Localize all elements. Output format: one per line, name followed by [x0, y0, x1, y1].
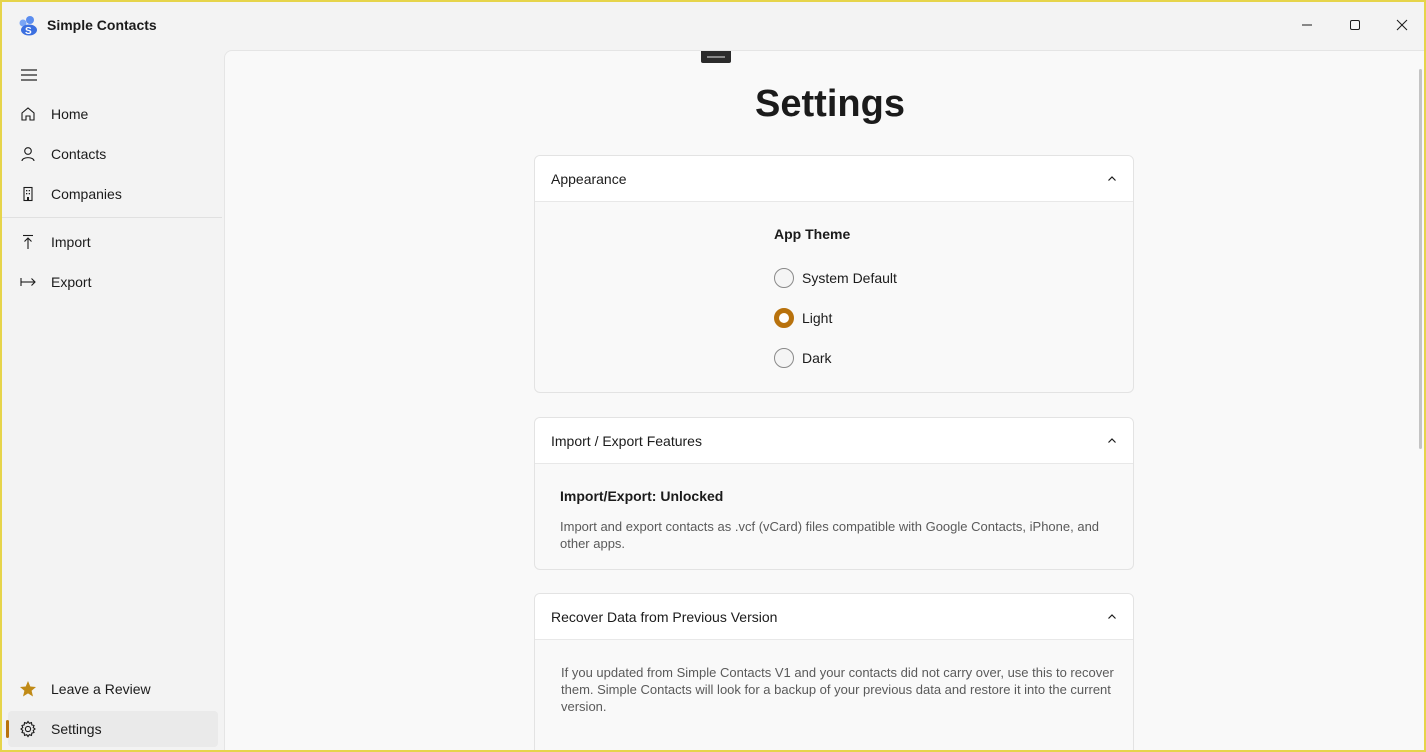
- import-export-header-label: Import / Export Features: [551, 432, 702, 449]
- menu-toggle-button[interactable]: [16, 62, 42, 88]
- star-icon: [16, 677, 40, 701]
- import-icon: [16, 230, 40, 254]
- chevron-up-icon: [1105, 434, 1119, 448]
- sidebar-item-label: Companies: [51, 186, 122, 202]
- theme-radio-light[interactable]: [774, 308, 832, 328]
- sidebar-item-companies[interactable]: [8, 176, 218, 212]
- recover-data-header-label: Recover Data from Previous Version: [551, 608, 778, 625]
- person-icon: [16, 142, 40, 166]
- radio-circle[interactable]: [774, 348, 794, 368]
- theme-radio-dark[interactable]: [774, 348, 832, 368]
- main-content: [224, 50, 1424, 752]
- sidebar-item-label: Export: [51, 274, 92, 290]
- radio-label: Dark: [802, 350, 832, 366]
- sidebar-divider: [2, 217, 222, 218]
- sidebar-item-label: Leave a Review: [51, 681, 151, 697]
- radio-circle[interactable]: [774, 308, 794, 328]
- home-icon: [16, 102, 40, 126]
- sidebar-item-label: Settings: [51, 721, 102, 737]
- close-button[interactable]: [1379, 2, 1425, 48]
- svg-text:S: S: [25, 26, 32, 36]
- import-export-header[interactable]: [535, 418, 1133, 464]
- app-logo-icon: [17, 14, 39, 36]
- sidebar-item-home[interactable]: [8, 96, 218, 132]
- sidebar-item-label: Import: [51, 234, 91, 250]
- maximize-button[interactable]: [1332, 2, 1378, 48]
- sidebar-item-label: Home: [51, 106, 89, 122]
- radio-circle[interactable]: [774, 268, 794, 288]
- sidebar-item-contacts[interactable]: [8, 136, 218, 172]
- radio-label: Light: [802, 310, 833, 326]
- maximize-icon: [1349, 19, 1361, 31]
- minimize-button[interactable]: [1284, 2, 1330, 48]
- drag-handle[interactable]: [701, 51, 731, 63]
- chevron-up-icon: [1105, 172, 1119, 186]
- title-bar[interactable]: [2, 2, 1424, 48]
- appearance-header[interactable]: [535, 156, 1133, 202]
- building-icon: [16, 182, 40, 206]
- page-title: Settings: [755, 83, 905, 125]
- recover-data-card: [534, 593, 1134, 752]
- export-icon: [16, 270, 40, 294]
- vertical-scrollbar[interactable]: [1419, 69, 1422, 449]
- theme-radio-system-default[interactable]: [774, 268, 897, 288]
- import-export-status: Import/Export: Unlocked: [560, 488, 724, 504]
- appearance-card: [534, 155, 1134, 393]
- import-export-card: [534, 417, 1134, 570]
- chevron-up-icon: [1105, 610, 1119, 624]
- appearance-header-label: Appearance: [551, 170, 627, 187]
- sidebar-item-label: Contacts: [51, 146, 107, 162]
- minimize-icon: [1301, 19, 1313, 31]
- sidebar-item-settings[interactable]: [8, 711, 218, 747]
- hamburger-icon: [21, 69, 37, 81]
- sidebar-item-export[interactable]: [8, 264, 218, 300]
- recover-data-header[interactable]: [535, 594, 1133, 640]
- radio-label: System Default: [802, 270, 897, 286]
- close-icon: [1396, 19, 1408, 31]
- gear-icon: [16, 717, 40, 741]
- app-title: Simple Contacts: [47, 17, 157, 33]
- navigation-pane: [2, 48, 222, 752]
- recover-data-description: If you updated from Simple Contacts V1 and your contacts did not carry over, use this to recover them. Simple Contacts will look for a backup of your previous data and restore it into the current version.: [561, 665, 1114, 714]
- sidebar-item-leave-review[interactable]: [8, 671, 218, 707]
- import-export-description: Import and export contacts as .vcf (vCard) files compatible with Google Contacts, iPhone, and other apps.: [560, 519, 1100, 551]
- app-theme-label: App Theme: [774, 226, 851, 242]
- sidebar-item-import[interactable]: [8, 224, 218, 260]
